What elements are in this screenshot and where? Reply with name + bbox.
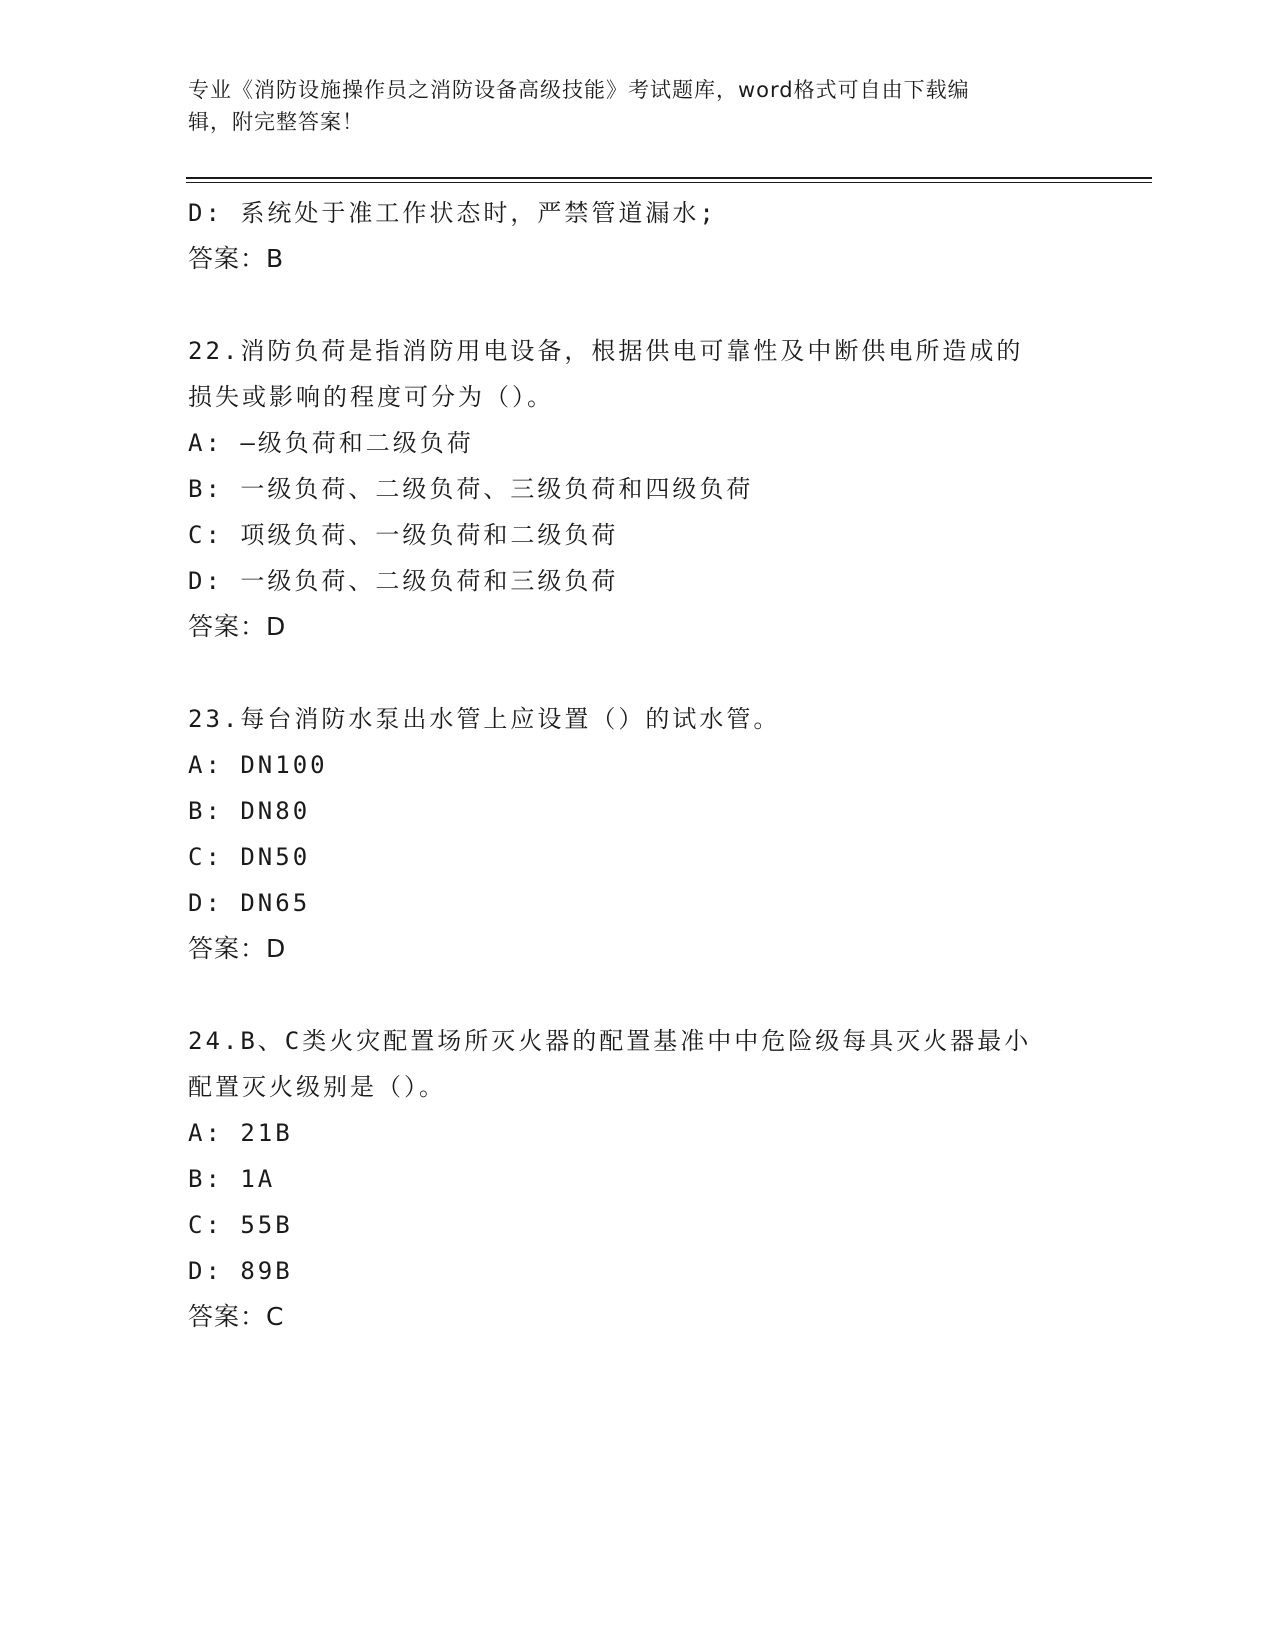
option-a: A: DN100 — [188, 751, 328, 779]
option-d: D: 89B — [188, 1257, 293, 1285]
spacer — [188, 650, 1088, 696]
option-d: D: 一级负荷、二级负荷和三级负荷 — [188, 567, 619, 595]
option-d: D: DN65 — [188, 889, 311, 917]
answer-line: 答案：C — [188, 1302, 285, 1331]
option-d: D: 系统处于准工作状态时，严禁管道漏水; — [188, 199, 717, 227]
previous-question-tail — [188, 190, 1088, 282]
spacer — [188, 972, 1088, 1018]
question-stem-line: 24.B、C类火灾配置场所灭火器的配置基准中中危险级每具灭火器最小 — [188, 1027, 1032, 1055]
option-c: C: 项级负荷、一级负荷和二级负荷 — [188, 521, 619, 549]
option-b: B: DN80 — [188, 797, 311, 825]
header-line-1: 专业《消防设施操作员之消防设备高级技能》考试题库，word格式可自由下载编 — [188, 78, 970, 102]
question-content — [188, 190, 1088, 1340]
question-24 — [188, 1018, 1088, 1340]
answer-line: 答案：D — [188, 934, 287, 963]
spacer — [188, 282, 1088, 328]
option-c: C: 55B — [188, 1211, 293, 1239]
header-divider-thick — [186, 177, 1152, 179]
question-stem-line: 损失或影响的程度可分为（）。 — [188, 383, 554, 411]
option-a: A: 21B — [188, 1119, 293, 1147]
question-23 — [188, 696, 1088, 972]
question-stem-line: 配置灭火级别是（）。 — [188, 1073, 446, 1101]
option-c: C: DN50 — [188, 843, 311, 871]
option-a: A: —级负荷和二级负荷 — [188, 429, 474, 457]
header-line-2: 辑，附完整答案！ — [188, 110, 364, 134]
question-22 — [188, 328, 1088, 650]
header-divider-thin — [186, 182, 1152, 183]
option-b: B: 一级负荷、二级负荷、三级负荷和四级负荷 — [188, 475, 754, 503]
question-stem-line: 23.每台消防水泵出水管上应设置（）的试水管。 — [188, 705, 781, 733]
question-stem-line: 22.消防负荷是指消防用电设备，根据供电可靠性及中断供电所造成的 — [188, 337, 1024, 365]
option-b: B: 1A — [188, 1165, 276, 1193]
answer-line: 答案：D — [188, 612, 287, 641]
document-header — [188, 74, 1088, 138]
answer-line: 答案：B — [188, 244, 285, 273]
